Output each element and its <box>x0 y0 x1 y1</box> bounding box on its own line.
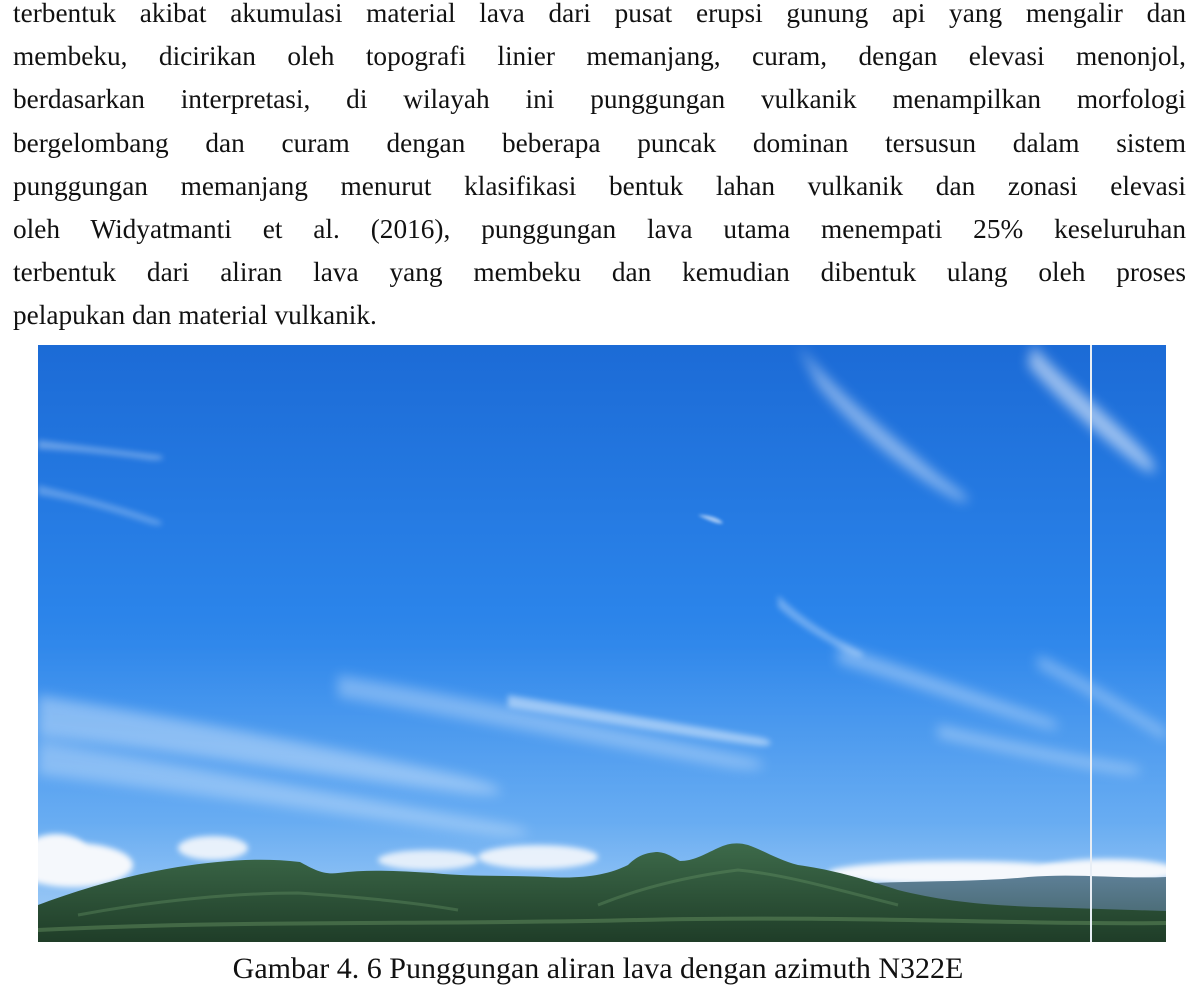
figure-caption-text: Gambar 4. 6 Punggungan aliran lava dengan azimuth N322E <box>232 952 964 985</box>
paragraph-line: berdasarkan interpretasi, di wilayah ini punggungan vulkanik menampilkan morfologi <box>13 84 1186 115</box>
paragraph-line: membeku, dicirikan oleh topografi linier memanjang, curam, dengan elevasi menonjol, <box>13 41 1186 72</box>
figure-photo <box>38 345 1166 942</box>
figure-caption <box>0 947 1200 991</box>
landscape-photo <box>38 345 1166 942</box>
paragraph-line: terbentuk akibat akumulasi material lava dari pusat erupsi gunung api yang mengalir dan <box>13 0 1186 28</box>
paragraph-line: oleh Widyatmanti et al. (2016), punggungan lava utama menempati 25% keseluruhan <box>13 213 1186 244</box>
paragraph-line: pelapukan dan material vulkanik. <box>13 300 377 331</box>
paragraph-line: bergelombang dan curam dengan beberapa puncak dominan tersusun dalam sistem <box>13 127 1186 158</box>
paragraph-line: terbentuk dari aliran lava yang membeku dan kemudian dibentuk ulang oleh proses <box>13 257 1186 288</box>
body-paragraph <box>13 0 1186 338</box>
paragraph-line: punggungan memanjang menurut klasifikasi bentuk lahan vulkanik dan zonasi elevasi <box>13 170 1186 201</box>
